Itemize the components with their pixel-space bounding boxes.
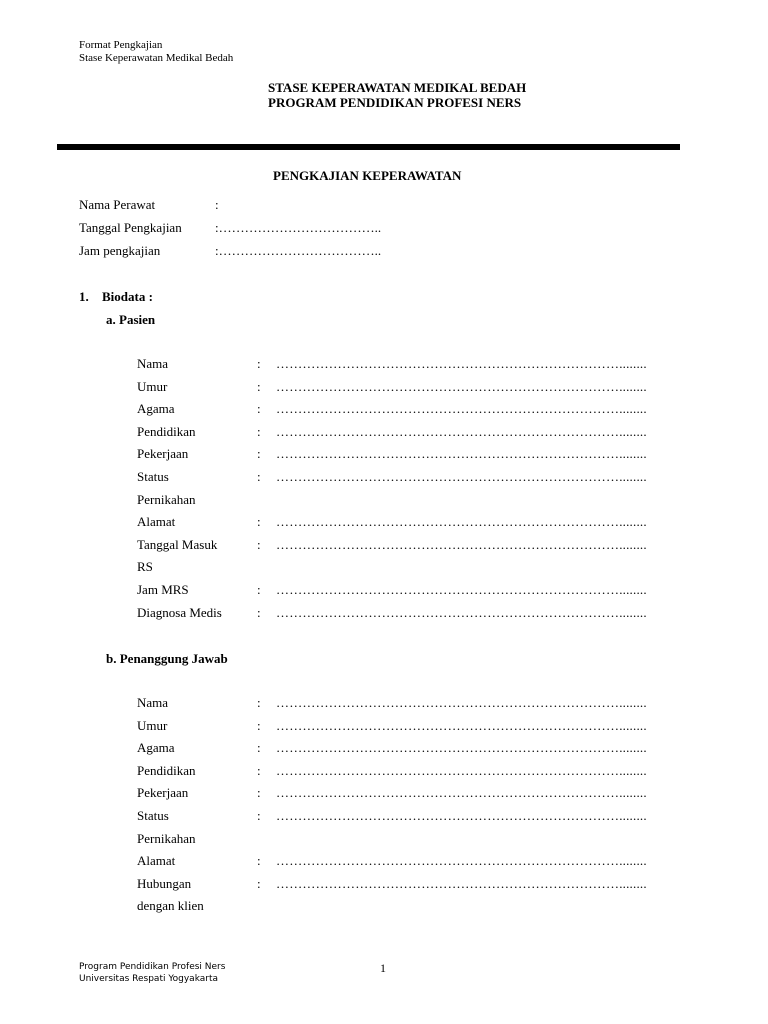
- field-colon: :: [257, 604, 261, 620]
- patient-heading: a. Pasien: [106, 312, 156, 327]
- section-title: Biodata :: [102, 289, 153, 304]
- section-number: 1.: [79, 289, 89, 304]
- field-label: Nama: [137, 695, 169, 710]
- field-fill-line[interactable]: ……………………………………………………………………........: [276, 762, 647, 778]
- field-fill-line[interactable]: ……………………………………………………………………........: [276, 853, 647, 869]
- field-label: Agama: [137, 401, 175, 417]
- field-colon: :: [257, 762, 261, 778]
- field-colon: :: [257, 514, 261, 530]
- document-title-line-2: PROGRAM PENDIDIKAN PROFESI NERS: [268, 95, 522, 110]
- field-fill-line[interactable]: ……………………………………………………………………........: [276, 536, 647, 552]
- field-fill-line[interactable]: ……………………………………………………………………........: [276, 717, 647, 733]
- field-fill-line[interactable]: ……………………………………………………………………........: [276, 401, 647, 417]
- field-label: Pekerjaan: [137, 785, 189, 801]
- header-line-2: Stase Keperawatan Medikal Bedah: [79, 52, 234, 64]
- header-divider: [57, 144, 680, 150]
- page-number: 1: [380, 961, 386, 975]
- field-label: Status: [137, 808, 169, 823]
- field-label: Alamat: [137, 853, 176, 869]
- field-colon: :: [257, 717, 261, 733]
- field-colon: :: [257, 469, 261, 484]
- field-colon: :: [257, 695, 261, 710]
- field-colon: :: [257, 875, 261, 891]
- assessment-label-nurse: Nama Perawat: [79, 197, 156, 212]
- field-fill-line[interactable]: ……………………………………………………………………........: [276, 356, 647, 371]
- field-fill-line[interactable]: ……………………………………………………………………........: [276, 604, 647, 620]
- field-fill-line[interactable]: ……………………………………………………………………........: [276, 446, 647, 462]
- assessment-value-nurse: :: [215, 197, 219, 212]
- field-fill-line[interactable]: ……………………………………………………………………........: [276, 514, 647, 530]
- field-colon: :: [257, 356, 261, 371]
- assessment-label-time: Jam pengkajian: [79, 243, 161, 258]
- field-label: Hubungan: [137, 875, 192, 891]
- field-fill-line[interactable]: ……………………………………………………………………........: [276, 808, 647, 823]
- field-colon: :: [257, 536, 261, 552]
- field-label: Pendidikan: [137, 762, 196, 778]
- field-colon: :: [257, 740, 261, 756]
- page-subtitle: PENGKAJIAN KEPERAWATAN: [273, 168, 462, 183]
- field-label: Nama: [137, 356, 169, 371]
- field-colon: :: [257, 582, 261, 597]
- field-label: Status: [137, 469, 169, 484]
- field-label: RS: [137, 559, 153, 575]
- header-line-1: Format Pengkajian: [79, 39, 163, 51]
- field-colon: :: [257, 853, 261, 869]
- field-fill-line[interactable]: ……………………………………………………………………........: [276, 469, 647, 484]
- assessment-label-date: Tanggal Pengkajian: [79, 220, 182, 235]
- field-fill-line[interactable]: ……………………………………………………………………........: [276, 378, 647, 394]
- field-label: Umur: [137, 378, 168, 394]
- guardian-heading: b. Penanggung Jawab: [106, 651, 228, 666]
- field-label: Jam MRS: [137, 582, 189, 597]
- field-label: Umur: [137, 717, 168, 733]
- field-label: Agama: [137, 740, 175, 756]
- field-colon: :: [257, 808, 261, 823]
- field-label: Diagnosa Medis: [137, 604, 222, 620]
- field-colon: :: [257, 785, 261, 801]
- field-colon: :: [257, 446, 261, 462]
- field-label: Alamat: [137, 514, 176, 530]
- assessment-value-time: :………………………………..: [215, 243, 382, 258]
- footer-line-2: Universitas Respati Yogyakarta: [79, 974, 219, 984]
- field-label: Tanggal Masuk: [137, 536, 218, 552]
- field-fill-line[interactable]: ……………………………………………………………………........: [276, 695, 647, 710]
- field-colon: :: [257, 401, 261, 417]
- field-fill-line[interactable]: ……………………………………………………………………........: [276, 582, 647, 597]
- field-fill-line[interactable]: ……………………………………………………………………........: [276, 423, 647, 439]
- footer-line-1: Program Pendidikan Profesi Ners: [79, 962, 226, 972]
- field-fill-line[interactable]: ……………………………………………………………………........: [276, 740, 647, 756]
- field-label: Pendidikan: [137, 423, 196, 439]
- field-fill-line[interactable]: ……………………………………………………………………........: [276, 785, 647, 801]
- field-label: Pernikahan: [137, 830, 196, 846]
- field-label: Pernikahan: [137, 491, 196, 507]
- field-colon: :: [257, 378, 261, 394]
- field-fill-line[interactable]: ……………………………………………………………………........: [276, 875, 647, 891]
- assessment-value-date: :………………………………..: [215, 220, 382, 235]
- document-title-line-1: STASE KEPERAWATAN MEDIKAL BEDAH: [268, 80, 527, 95]
- field-label: Pekerjaan: [137, 446, 189, 462]
- field-colon: :: [257, 423, 261, 439]
- field-label: dengan klien: [137, 898, 204, 914]
